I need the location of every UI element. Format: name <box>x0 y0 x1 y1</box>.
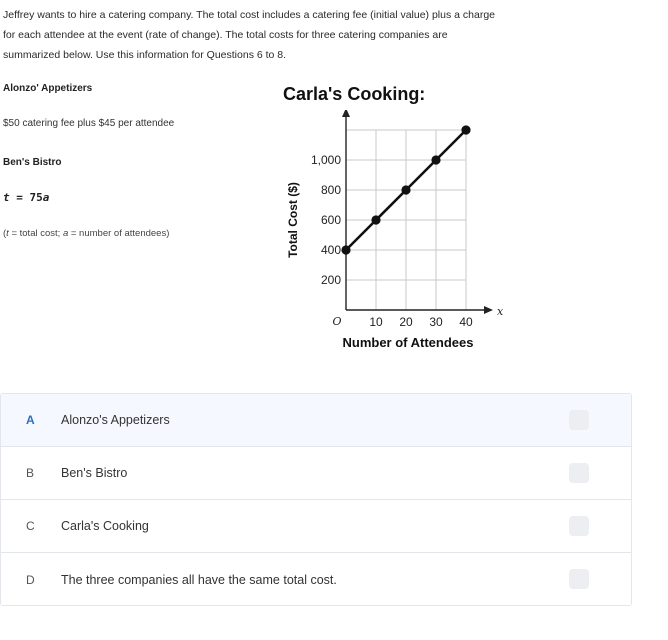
eq-a: a <box>42 191 50 204</box>
answer-label-d: The three companies all have the same total cost. <box>61 572 337 587</box>
eq-t: t <box>3 191 10 204</box>
origin-label: O <box>332 315 342 328</box>
answer-option-c[interactable] <box>1 500 631 553</box>
ben-equation <box>3 191 49 204</box>
checkbox-b[interactable] <box>569 463 589 483</box>
eq-mid: = 75 <box>9 191 43 204</box>
answer-option-b[interactable] <box>1 447 631 500</box>
data-point <box>431 155 440 164</box>
answer-letter-b: B <box>26 466 35 480</box>
answer-letter-c: C <box>26 519 35 533</box>
answer-option-d[interactable] <box>1 553 631 606</box>
checkbox-a[interactable] <box>569 410 589 430</box>
ben-title: Ben's Bistro <box>3 157 62 168</box>
x-axis-letter: x <box>497 305 504 318</box>
x-tick-label: 20 <box>399 315 413 329</box>
y-axis-label: Total Cost ($) <box>286 182 300 258</box>
data-point <box>461 125 470 134</box>
answer-label-a: Alonzo's Appetizers <box>61 413 170 427</box>
intro-text <box>3 5 543 65</box>
x-tick-label: 40 <box>459 315 473 329</box>
answer-option-a[interactable] <box>1 394 631 447</box>
note-t: t <box>6 228 9 239</box>
checkbox-c[interactable] <box>569 516 589 536</box>
x-axis-label: Number of Attendees <box>342 335 474 350</box>
checkbox-d[interactable] <box>569 569 589 589</box>
y-axis-arrow <box>342 110 350 117</box>
answer-label-c: Carla's Cooking <box>61 519 149 533</box>
intro-line-2: for each attendee at the event (rate of change). The total costs for three catering companies are <box>3 29 448 41</box>
note-a: a <box>62 228 69 239</box>
answer-label-b: Ben's Bistro <box>61 466 128 480</box>
ben-variable-note <box>3 228 169 239</box>
answer-letter-a: A <box>26 413 35 427</box>
data-point <box>371 215 380 224</box>
note-pre: ( <box>3 228 7 239</box>
x-tick-label: 10 <box>369 315 383 329</box>
data-point <box>401 185 410 194</box>
note-mid: = total cost; <box>8 228 63 239</box>
carla-cost-chart <box>280 110 520 355</box>
alonzo-title: Alonzo' Appetizers <box>3 83 93 94</box>
x-tick-label: 30 <box>429 315 443 329</box>
intro-line-3: summarized below. Use this information for Questions 6 to 8. <box>3 49 287 61</box>
intro-line-1: Jeffrey wants to hire a catering company. The total cost includes a catering fee (initial value) plus a charge <box>3 9 496 21</box>
y-tick-label: 800 <box>320 183 341 197</box>
answer-choices <box>0 393 632 606</box>
alonzo-description: $50 catering fee plus $45 per attendee <box>3 118 175 129</box>
y-tick-label: 400 <box>320 243 341 257</box>
answer-letter-d: D <box>26 572 35 587</box>
y-tick-label: 600 <box>320 213 341 227</box>
data-point <box>341 245 350 254</box>
note-post: = number of attendees) <box>68 228 170 239</box>
y-tick-label: 1,000 <box>310 153 341 167</box>
carla-chart-title: Carla's Cooking: <box>283 84 426 104</box>
y-tick-label: 200 <box>320 273 341 287</box>
x-axis-arrow <box>484 306 493 314</box>
